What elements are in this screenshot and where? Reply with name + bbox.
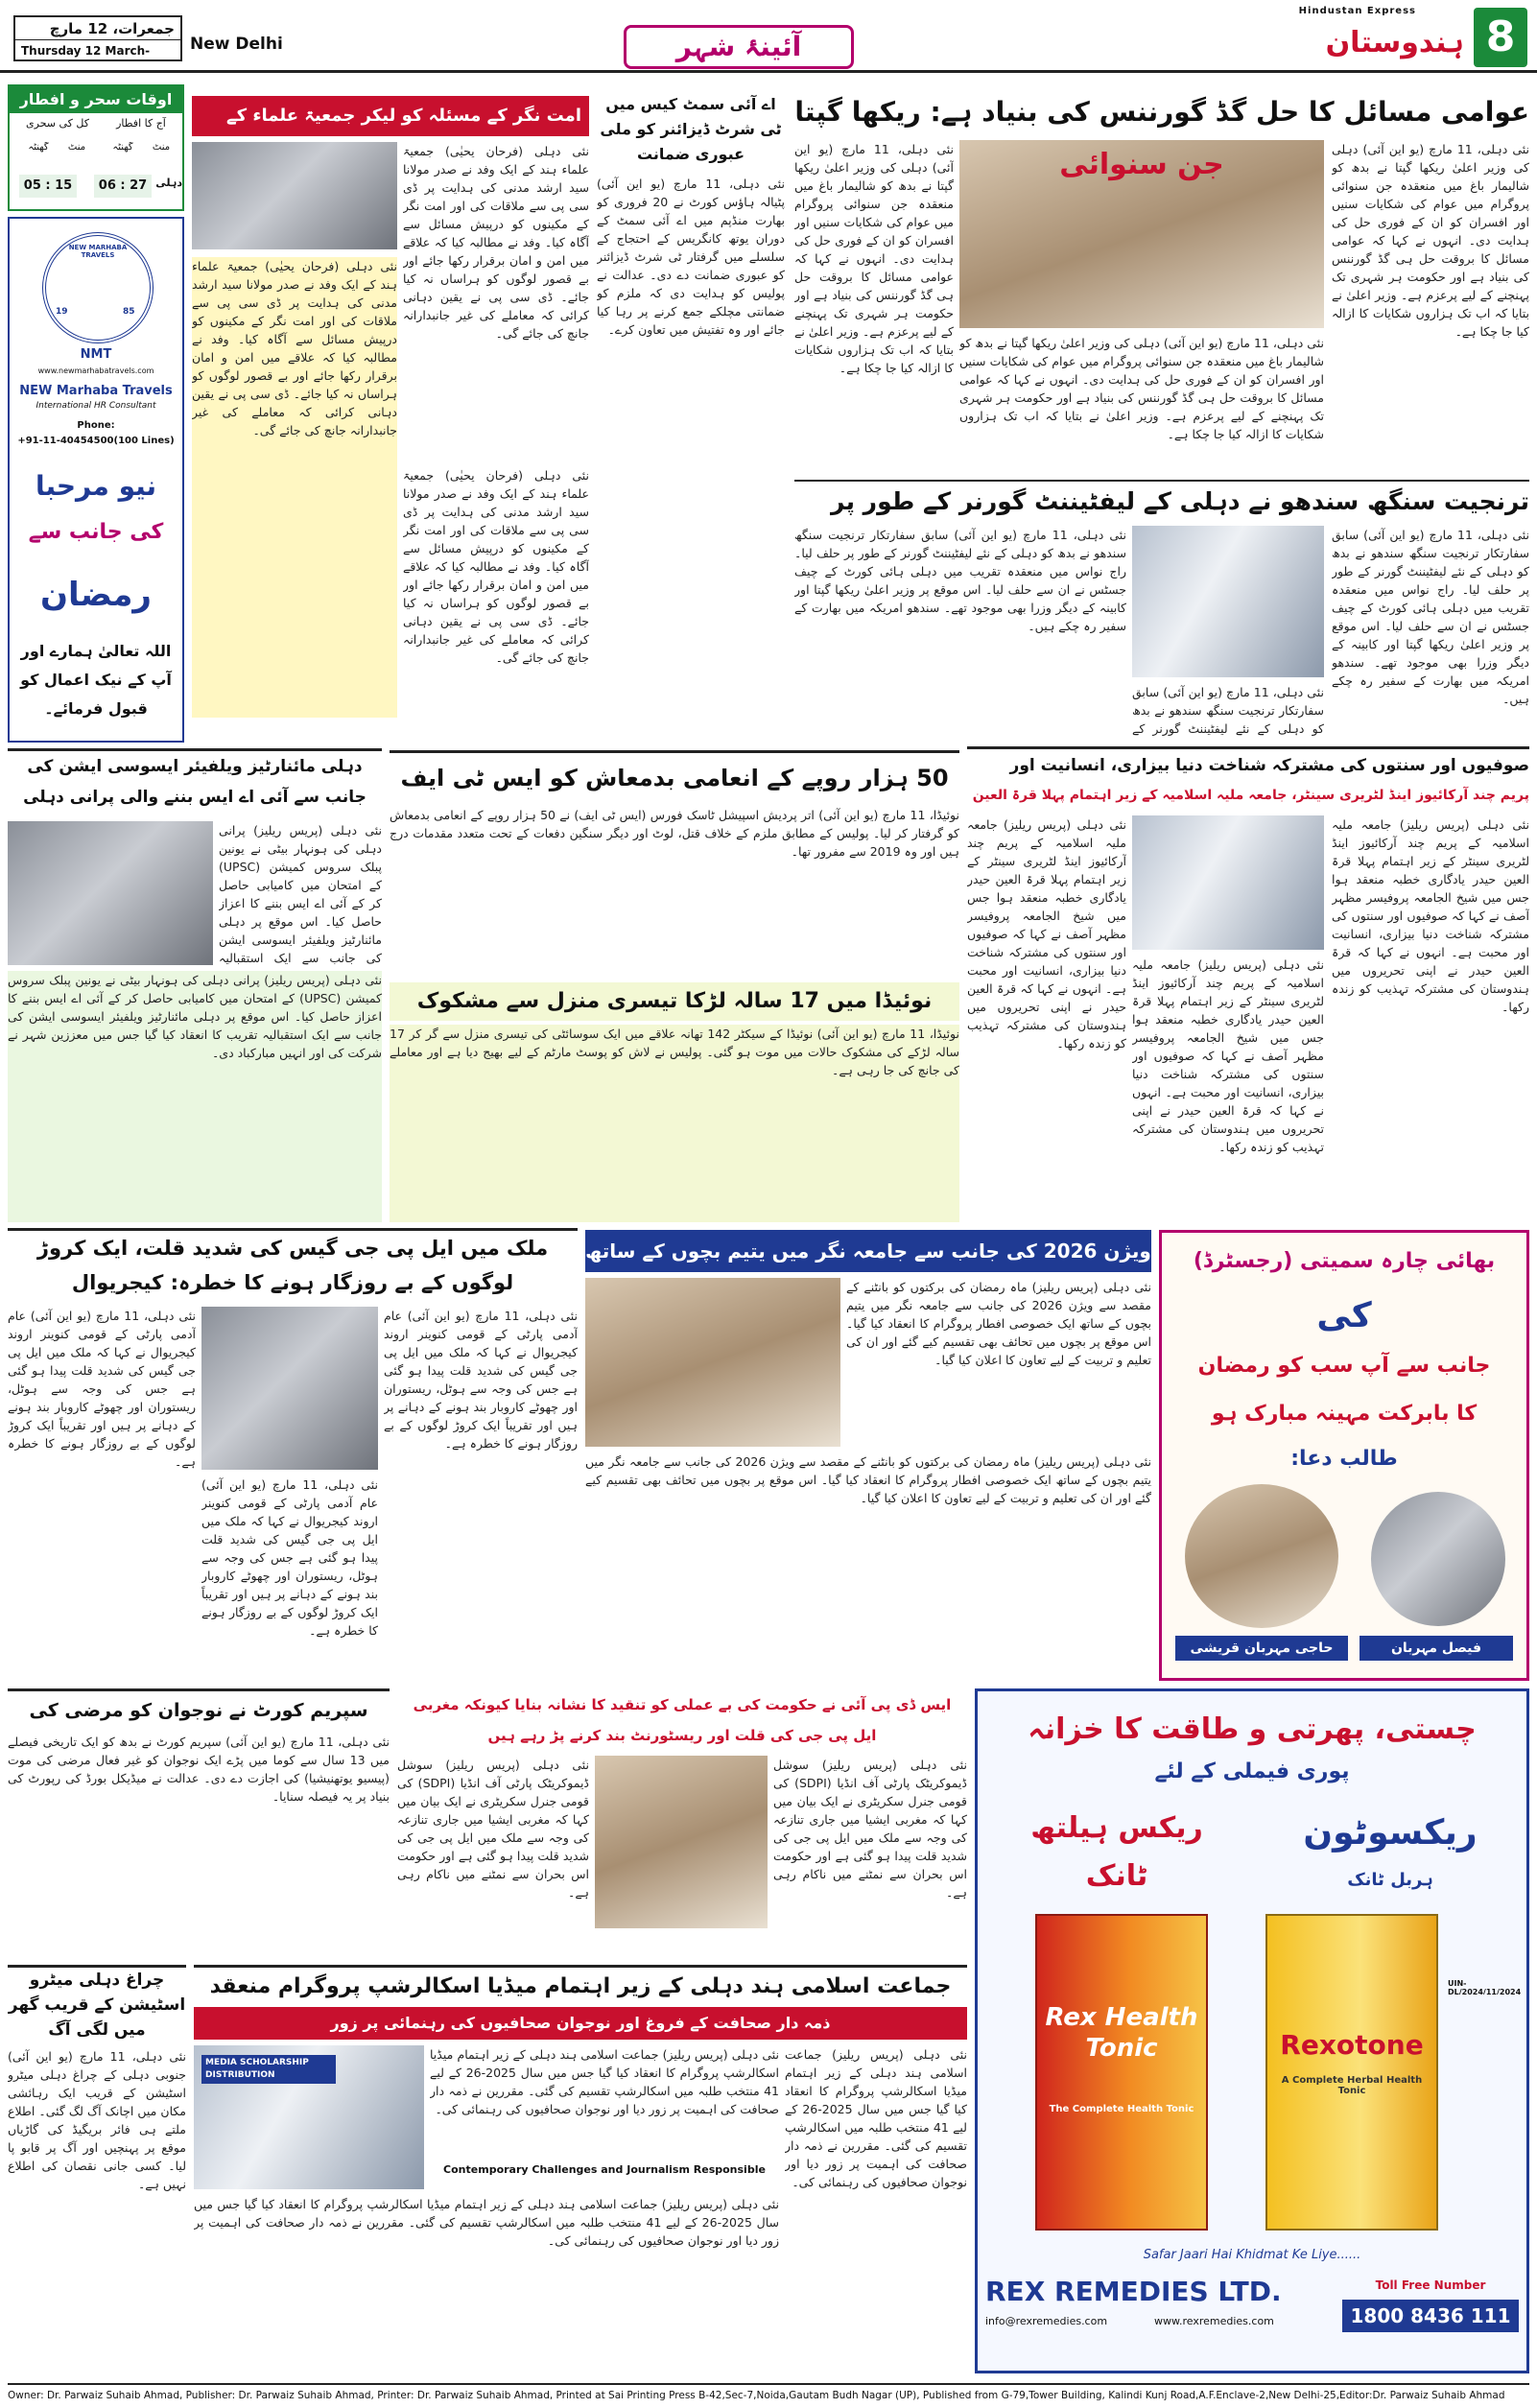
rex-website[interactable]: www.rexremedies.com <box>1154 2315 1274 2327</box>
marhaba-emblem <box>42 232 154 343</box>
rex-product-left: ریکس ہیلتھ ٹانک <box>1030 1811 1203 1893</box>
ramadan-title: اوقات سحر و افطار <box>10 86 182 113</box>
bhaichara-photo-1 <box>1185 1484 1338 1628</box>
city-label: New Delhi <box>190 35 283 54</box>
sandhu-photo <box>1132 526 1324 677</box>
logo-urdu: ہندوستان <box>1325 26 1464 59</box>
emblem-text: NEW MARHABA TRAVELS <box>68 244 128 257</box>
lpg-text-c: نئی دہلی، 11 مارچ (یو این آئی) عام آدمی پارٹی کے قومی کنوینر اروند کیجریوال نے کہا کہ ملک میں ایل پی جی گیس کی شدید قلت پیدا ہو گئی ہے جس کی وجہ سے ہوٹل، ریستوران اور چھوٹے کاروبار بند ہونے کے دہانے پر ہیں اور تقریباً ایک کروڑ لوگوں کے بے روزگار ہونے کا خطرہ ہے۔ <box>201 1477 378 1638</box>
sufi-text-b: نئی دہلی (پریس ریلیز) جامعہ ملیہ اسلامیہ کے پریم چند آرکائیوز اینڈ لٹریری سینٹر کے زیر اہتمام پہلا قرۃ العین حیدر یادگاری خطبہ منعقد ہوا جس میں شیخ الجامعہ پروفیسر مظہر آصف نے کہا کہ صوفیوں اور سنتوں کی مشترکہ شناخت دنیا بیزاری، انسانیت اور محبت ہے۔ انہوں نے کہا کہ قرۃ العین حیدر نے اپنی تحریروں میں ہندوستان کی مشترکہ تہذیب کو زندہ رکھا۔ <box>967 817 1126 1051</box>
jih-photo <box>194 2045 424 2189</box>
marhaba-urdu-greeting: رمضان <box>40 576 152 614</box>
rekha-text-b: نئی دہلی، 11 مارچ (یو این آئی) دہلی کی وزیر اعلیٰ ریکھا گپتا نے بدھ کو شالیمار باغ میں منعقدہ جن سنوائی پروگرام میں عوام کی شکایات سنیں اور افسران کو ان کے فوری حل کی ہدایت دی۔ انہوں نے کہا کہ عوامی مسائل کا بروقت حل ہی گڈ گورننس کی بنیاد ہے اور حکومت ہر شہری تک پہنچنے کے لیے پرعزم ہے۔ وزیر اعلیٰ نے بتایا کہ اب تک ہزاروں شکایات کا ازالہ کیا جا چکا ہے۔ <box>794 142 954 375</box>
sufi-subheadline: پریم چند آرکائیوز اینڈ لٹریری سینٹر، جامعہ ملیہ اسلامیہ کے زیر اہتمام پہلا قرۃ العین <box>972 788 1529 803</box>
ummat-text-c: نئی دہلی (فرحان یحیٰی) جمعیۃ علماء ہند کے ایک وفد نے صدر مولانا سید ارشد مدنی کی ہدایت پر ڈی سی پی سے ملاقات کی اور امت نگر کے مکینوں کو درپیش مسائل سے آگاہ کیا۔ وفد نے مطالبہ کیا کہ علاقے میں امن و امان برقرار رکھا جائے اور بے قصور لوگوں کو ہراساں نہ کیا جائے۔ ڈی سی پی نے یقین دہانی کرائی کہ معاملے کی غیر جانبدارانہ جانچ کی جائے گی۔ <box>403 468 589 665</box>
sdpi-headline: ایس ڈی پی آئی نے حکومت کی بے عملی کو تنقید کا نشانہ بنایا کیونکہ مغربی <box>413 1696 952 1713</box>
bhaichara-ad <box>1159 1230 1529 1681</box>
bhaichara-line1: کی <box>1316 1296 1372 1335</box>
vision-headline: ویژن 2026 کی جانب سے جامعہ نگر میں یتیم بچوں کے ساتھ <box>585 1230 1151 1272</box>
noida-text: نوئیڈا، 11 مارچ (یو این آئی) نوئیڈا کے سیکٹر 142 تھانہ علاقے میں ایک سوسائٹی کی تیسری منزل سے گر کر 17 سالہ لڑکے کی مشکوک حالات میں موت ہو گئی۔ پولیس نے لاش کو پوسٹ مارٹم کے لیے بھیج دیا ہے اور معاملے کی جانچ کی جا رہی ہے۔ <box>390 1025 959 1222</box>
sandhu-headline: ترنجیت سنگھ سندھو نے دہلی کے لیفٹیننٹ گورنر کے طور پر <box>794 480 1529 520</box>
rex-box-1-sub: The Complete Health Tonic <box>1049 2104 1194 2114</box>
lpg-text-a: نئی دہلی، 11 مارچ (یو این آئی) عام آدمی پارٹی کے قومی کنوینر اروند کیجریوال نے کہا کہ ملک میں ایل پی جی گیس کی شدید قلت پیدا ہو گئی ہے جس کی وجہ سے ہوٹل، ریستوران اور چھوٹے کاروبار بند ہونے کے دہانے پر ہیں اور تقریباً ایک کروڑ لوگوں کے بے روزگار ہونے کا خطرہ ہے۔ <box>384 1309 578 1451</box>
col-sehri-label: آج کا افطار <box>116 117 166 130</box>
rex-email[interactable]: info@rexremedies.com <box>985 2315 1108 2327</box>
rex-product-right: ریکسوٹون <box>1303 1813 1478 1853</box>
ias-headline: دہلی مائنارٹیز ویلفیئر ایسوسی ایشن کی جانب سے آئی اے ایس بننے والی پرانی دہلی <box>8 748 382 815</box>
rex-slogan: Safar Jaari Hai Khidmat Ke Liye...... <box>1143 2248 1361 2262</box>
masthead <box>0 0 1537 73</box>
page-number: 8 <box>1474 8 1527 67</box>
sehri-time: 05 : 15 <box>19 175 77 198</box>
sufi-photo <box>1132 815 1324 950</box>
phone-number[interactable]: +91-11-40454500(100 Lines) <box>17 436 175 446</box>
bail-headline: اے آئی سمٹ کیس میں ٹی شرٹ ڈیزائنر کو ملی عبوری ضمانت <box>600 95 782 163</box>
rekha-text-c: نئی دہلی، 11 مارچ (یو این آئی) دہلی کی وزیر اعلیٰ ریکھا گپتا نے بدھ کو شالیمار باغ میں منعقدہ جن سنوائی پروگرام میں عوام کی شکایات سنیں اور افسران کو ان کے فوری حل کی ہدایت دی۔ انہوں نے کہا کہ عوامی مسائل کا بروقت حل ہی گڈ گورننس کی بنیاد ہے اور حکومت ہر شہری تک پہنچنے کے لیے پرعزم ہے۔ وزیر اعلیٰ نے بتایا کہ اب تک ہزاروں شکایات کا ازالہ کیا جا چکا ہے۔ <box>959 336 1324 441</box>
bhaichara-line2: جانب سے آپ سب کو رمضان <box>1197 1354 1491 1378</box>
col-iftar-label: کل کی سحری <box>26 117 89 130</box>
arrest-headline: 50 ہزار روپے کے انعامی بدمعاش کو ایس ٹی ایف <box>390 750 959 800</box>
sdpi-headline-2: ایل پی جی کی قلت اور ریسٹورنٹ بند کرنے پڑ رہے ہیں <box>487 1727 877 1744</box>
ummat-text-b: نئی دہلی (فرحان یحیٰی) جمعیۃ علماء ہند کے ایک وفد نے صدر مولانا سید ارشد مدنی کی ہدایت پر ڈی سی پی سے ملاقات کی اور امت نگر کے مکینوں کو درپیش مسائل سے آگاہ کیا۔ وفد نے مطالبہ کیا کہ علاقے میں امن و امان برقرار رکھا جائے اور بے قصور لوگوں کو ہراساں نہ کیا جائے۔ ڈی سی پی نے یقین دہانی کرائی کہ معاملے کی غیر جانبدارانہ جانچ کی جائے گی۔ <box>192 257 397 718</box>
emblem-year-left: 19 <box>56 307 68 317</box>
date-urdu: جمعرات، 12 مارچ <box>15 17 180 40</box>
sdpi-photo <box>595 1756 768 1928</box>
vision-text-a: نئی دہلی (پریس ریلیز) ماہ رمضان کی برکتوں کو بانٹنے کے مقصد سے ویژن 2026 کی جانب سے جامعہ نگر میں یتیم بچوں کے ساتھ ایک خصوصی افطار پروگرام کا انعقاد کیا گیا۔ اس موقع پر بچوں میں تحائف بھی تقسیم کیے گئے اور ان کی تعلیم و تربیت کے لیے تعاون کا اعلان کیا گیا۔ <box>846 1280 1151 1367</box>
ummat-photo <box>192 142 397 249</box>
sandhu-text-c: نئی دہلی، 11 مارچ (یو این آئی) سابق سفارتکار ترنجیت سنگھ سندھو نے بدھ کو دہلی کے نئے لیفٹیننٹ گورنر کے <box>1132 685 1324 736</box>
jih-text-a: نئی دہلی (پریس ریلیز) جماعت اسلامی ہند دہلی کے زیر اہتمام میڈیا اسکالرشپ پروگرام کا انعقاد کیا گیا جس میں سال 2025-26 کے لیے 41 منتخب طلبہ میں اسکالرشپ تقسیم کی گئی۔ مقررین نے ذمہ دار صحافت کی اہمیت پر زور دیا اور نوجوان صحافیوں کی رہنمائی کی۔ <box>785 2047 967 2189</box>
iftar-time: 06 : 27 <box>94 175 152 198</box>
unit-1: منٹ <box>152 142 171 153</box>
sandhu-text-b: نئی دہلی، 11 مارچ (یو این آئی) سابق سفارتکار ترنجیت سنگھ سندھو نے بدھ کو دہلی کے نئے لیفٹیننٹ گورنر کے طور پر حلف لیا۔ راج نواس میں منعقدہ تقریب میں دہلی ہائی کورٹ کے چیف جسٹس نے ان سے حلف لیا۔ اس موقع پر وزیر اعلیٰ ریکھا گپتا اور کابینہ کے دیگر وزرا بھی موجود تھے۔ سندھو امریکہ میں بھارت کے سفیر رہ چکے ہیں۔ <box>794 528 1126 633</box>
ummat-text-a: نئی دہلی (فرحان یحیٰی) جمعیۃ علماء ہند کے ایک وفد نے صدر مولانا سید ارشد مدنی کی ہدایت پر ڈی سی پی سے ملاقات کی اور امت نگر کے مکینوں کو درپیش مسائل سے آگاہ کیا۔ وفد نے مطالبہ کیا کہ علاقے میں امن و امان برقرار رکھا جائے اور بے قصور لوگوں کو ہراساں نہ کیا جائے۔ ڈی سی پی نے یقین دہانی کرائی کہ معاملے کی غیر جانبدارانہ جانچ کی جائے گی۔ <box>403 144 589 341</box>
rex-box-2 <box>1265 1914 1438 2231</box>
sdpi-text-b: نئی دہلی (پریس ریلیز) سوشل ڈیموکریٹک پارٹی آف انڈیا (SDPI) کی قومی جنرل سکریٹری نے ایک بیان میں کہا کہ مغربی ایشیا میں جاری تنازعہ کی وجہ سے ملک میں ایل پی جی کی شدید قلت پیدا ہو گئی ہے اور حکومت اس بحران سے نمٹنے میں ناکام رہی ہے۔ <box>397 1758 589 1900</box>
rex-banner-sub: پوری فیملی کے لئے <box>1154 1759 1350 1783</box>
noida-headline: نوئیڈا میں 17 سالہ لڑکا تیسری منزل سے مشکوک <box>390 982 959 1021</box>
jih-subheadline: ذمہ دار صحافت کے فروغ اور نوجوان صحافیوں کی رہنمائی پر زور <box>194 2007 967 2040</box>
ias-photo <box>8 821 213 965</box>
sandhu-text-a: نئی دہلی، 11 مارچ (یو این آئی) سابق سفارتکار ترنجیت سنگھ سندھو نے بدھ کو دہلی کے نئے لیفٹیننٹ گورنر کے طور پر حلف لیا۔ راج نواس میں منعقدہ تقریب میں دہلی ہائی کورٹ کے چیف جسٹس نے ان سے حلف لیا۔ اس موقع پر وزیر اعلیٰ ریکھا گپتا اور کابینہ کے دیگر وزرا بھی موجود تھے۔ سندھو امریکہ میں بھارت کے سفیر رہ چکے ہیں۔ <box>1332 528 1529 706</box>
rex-box-1-name: Rex Health Tonic <box>1045 2003 1198 2063</box>
emblem-year-right: 85 <box>123 307 135 317</box>
marhaba-urdu-prayer: اللہ تعالیٰ ہمارے اور آپ کے نیک اعمال کو قبول فرمائے۔ <box>20 642 172 718</box>
rex-toll-number[interactable]: 1800 8436 111 <box>1342 2300 1519 2332</box>
arrest-text: نوئیڈا، 11 مارچ (یو این آئی) اتر پردیش اسپیشل ٹاسک فورس (ایس ٹی ایف) نے 50 ہزار روپے کے انعامی بدمعاش کو گرفتار کر لیا۔ پولیس کے مطابق ملزم کے خلاف قتل، لوٹ اور دیگر سنگین دفعات کے تحت متعدد مقدمات درج ہیں اور وہ 2019 سے مفرور تھا۔ <box>390 808 959 859</box>
sufi-text-c: نئی دہلی (پریس ریلیز) جامعہ ملیہ اسلامیہ کے پریم چند آرکائیوز اینڈ لٹریری سینٹر کے زیر اہتمام پہلا قرۃ العین حیدر یادگاری خطبہ منعقد ہوا جس میں شیخ الجامعہ پروفیسر مظہر آصف نے کہا کہ صوفیوں اور سنتوں کی مشترکہ شناخت دنیا بیزاری، انسانیت اور محبت ہے۔ انہوں نے کہا کہ قرۃ العین حیدر نے اپنی تحریروں میں ہندوستان کی مشترکہ تہذیب کو زندہ رکھا۔ <box>1132 957 1324 1154</box>
jih-text-c: نئی دہلی (پریس ریلیز) جماعت اسلامی ہند دہلی کے زیر اہتمام میڈیا اسکالرشپ پروگرام کا انعقاد کیا گیا جس میں سال 2025-26 کے لیے 41 منتخب طلبہ میں اسکالرشپ تقسیم کی گئی۔ مقررین نے ذمہ دار صحافت کی اہمیت پر زور دیا اور نوجوان صحافیوں کی رہنمائی کی۔ <box>194 2197 779 2248</box>
rex-company: REX REMEDIES LTD. <box>985 2276 1282 2307</box>
marhaba-tagline: International HR Consultant <box>35 401 156 411</box>
metro-text: نئی دہلی، 11 مارچ (یو این آئی) جنوبی دہلی کے چراغ دہلی میٹرو اسٹیشن کے قریب ایک رہائشی مکان میں اچانک آگ لگ گئی۔ اطلاع ملتے ہی فائر بریگیڈ کی گاڑیاں موقع پر پہنچیں اور آگ پر قابو پا لیا۔ کسی جانی نقصان کی اطلاع نہیں ہے۔ <box>8 2049 186 2191</box>
date-box <box>13 15 182 61</box>
bhaichara-line4: طالب دعا: <box>1290 1447 1398 1471</box>
logo-english: Hindustan Express <box>1298 6 1416 16</box>
rex-ad <box>975 1688 1529 2373</box>
metro-headline: چراغ دہلی میٹرو اسٹیشن کے قریب گھر میں لگی آگ <box>8 1965 186 2042</box>
lpg-photo <box>201 1307 378 1470</box>
rex-box-1 <box>1035 1914 1208 2231</box>
court-headline: سپریم کورٹ نے نوجوان کو مرضی کی <box>8 1688 390 1727</box>
vision-photo <box>585 1278 840 1447</box>
rex-box-2-name: Rexotone <box>1280 2029 1424 2061</box>
marhaba-name: NEW Marhaba Travels <box>19 384 173 398</box>
date-english: Thursday 12 March- <box>21 44 151 58</box>
unit-3: منٹ <box>67 142 86 153</box>
lpg-headline: ملک میں ایل پی جی گیس کی شدید قلت، ایک کروڑ لوگوں کے بے روزگار ہونے کا خطرہ: کیجریوال <box>8 1228 578 1301</box>
rex-box-2-sub: A Complete Herbal Health Tonic <box>1281 2075 1423 2094</box>
vision-text-b: نئی دہلی (پریس ریلیز) ماہ رمضان کی برکتوں کو بانٹنے کے مقصد سے ویژن 2026 کی جانب سے جامعہ نگر میں یتیم بچوں کے ساتھ ایک خصوصی افطار پروگرام کا انعقاد کیا گیا۔ اس موقع پر بچوں میں تحائف بھی تقسیم کیے گئے اور ان کی تعلیم و تربیت کے لیے تعاون کا اعلان کیا گیا۔ <box>585 1454 1151 1505</box>
rekha-text-a: نئی دہلی، 11 مارچ (یو این آئی) دہلی کی وزیر اعلیٰ ریکھا گپتا نے بدھ کو شالیمار باغ میں منعقدہ جن سنوائی پروگرام میں عوام کی شکایات سنیں اور افسران کو ان کے فوری حل کی ہدایت دی۔ انہوں نے کہا کہ عوامی مسائل کا بروقت حل ہی گڈ گورننس کی بنیاد ہے اور حکومت ہر شہری تک پہنچنے کے لیے پرعزم ہے۔ وزیر اعلیٰ نے بتایا کہ اب تک ہزاروں شکایات کا ازالہ کیا جا چکا ہے۔ <box>1332 142 1529 339</box>
ummat-headline: امت نگر کے مسئلہ کو لیکر جمعیۃ علماء کے <box>192 96 589 136</box>
unit-4: گھنٹہ <box>28 142 49 153</box>
bhaichara-person-2: فیصل مہربان <box>1360 1636 1513 1661</box>
marhaba-travels-ad <box>8 217 184 743</box>
marhaba-urdu-name: نیو مرحبا <box>35 470 157 502</box>
ramadan-timings-box <box>8 84 184 211</box>
rex-banner: چستی، پھرتی و طاقت کا خزانہ <box>1028 1712 1477 1746</box>
footer-imprint: Owner: Dr. Parwaiz Suhaib Ahmad, Publisher: Dr. Parwaiz Suhaib Ahmad, Printer: Dr. Parwaiz Suhaib Ahmad, Printed at Sai Printing Press B-42,Sec-7,Noida,Gautam Budh Nagar (UP), Published from G-79,Tower Building, Kalindi Kunj Road,A.F.Enclave-2,New Delhi-25,Editor:Dr. Parwaiz Suhaib Ahmad <box>8 2383 1529 2404</box>
phone-label: Phone: <box>77 420 115 431</box>
bhaichara-title: بھائی چارہ سمیتی (رجسٹرڈ) <box>1193 1249 1496 1273</box>
court-text: نئی دہلی، 11 مارچ (یو این آئی) سپریم کورٹ نے بدھ کو ایک تاریخی فیصلے میں 13 سال سے کوما میں پڑے ایک نوجوان کو غیر فعال مرضی کی موت (پیسیو یوتھنیشیا) کی اجازت دے دی۔ عدالت نے میڈیکل بورڈ کی رپورٹ کی بنیاد پر یہ فیصلہ سنایا۔ <box>8 1735 390 1804</box>
rex-reg-no: UIN-DL/2024/11/2024 <box>1448 1979 1522 1995</box>
unit-2: گھنٹہ <box>112 142 133 153</box>
jih-english-phrase: Contemporary Challenges and Journalism Responsible <box>443 2163 766 2176</box>
jih-photo-caption: MEDIA SCHOLARSHIP DISTRIBUTION <box>201 2055 336 2084</box>
emblem-code: NMT <box>80 347 112 362</box>
bail-text: نئی دہلی، 11 مارچ (یو این آئی) پٹیالہ ہاؤس کورٹ نے 20 فروری کو بھارت منڈپم میں اے آئی سمٹ کے دوران یوتھ کانگریس کے احتجاج کے سلسلے میں گرفتار ٹی شرٹ ڈیزائنر کو عبوری ضمانت دے دی۔ عدالت نے پولیس کو ہدایت دی کہ ملزم کو ضمانتی مچلکے جمع کرنے پر رہا کیا جائے اور وہ تفتیش میں تعاون کرے۔ <box>597 177 785 337</box>
bhaichara-line3: کا بابرکت مہینہ مبارک ہو <box>1211 1402 1478 1426</box>
jih-text-b: نئی دہلی (پریس ریلیز) جماعت اسلامی ہند دہلی کے زیر اہتمام میڈیا اسکالرشپ پروگرام کا انعقاد کیا گیا جس میں سال 2025-26 کے لیے 41 منتخب طلبہ میں اسکالرشپ تقسیم کی گئی۔ مقررین نے ذمہ دار صحافت کی اہمیت پر زور دیا اور نوجوان صحافیوں کی رہنمائی کی۔ <box>430 2047 779 2116</box>
sdpi-text-a: نئی دہلی (پریس ریلیز) سوشل ڈیموکریٹک پارٹی آف انڈیا (SDPI) کی قومی جنرل سکریٹری نے ایک بیان میں کہا کہ مغربی ایشیا میں جاری تنازعہ کی وجہ سے ملک میں ایل پی جی کی شدید قلت پیدا ہو گئی ہے اور حکومت اس بحران سے نمٹنے میں ناکام رہی ہے۔ <box>773 1758 967 1900</box>
city-delhi: دہلی <box>155 177 182 189</box>
rekha-photo-caption: جن سنوائی <box>1059 148 1224 181</box>
marhaba-url[interactable]: www.newmarhabatravels.com <box>37 366 154 375</box>
bhaichara-person-1: حاجی مہربان قریشی <box>1175 1636 1348 1661</box>
rex-toll-label: Toll Free Number <box>1375 2278 1486 2292</box>
sufi-headline: صوفیوں اور سنتوں کی مشترکہ شناخت دنیا بیزاری، انسانیت اور <box>967 746 1529 779</box>
ias-text-a: نئی دہلی (پریس ریلیز) پرانی دہلی کی ہونہار بیٹی نے یونین پبلک سروس کمیشن (UPSC) کے امتحان میں کامیابی حاصل کر کے آئی اے ایس بننے کا اعزاز حاصل کیا۔ اس موقع پر دہلی مائنارٹیز ویلفیئر ایسوسی ایشن کی جانب سے ایک استقبالیہ <box>219 823 382 965</box>
rekha-photo <box>959 140 1324 328</box>
rekha-headline: عوامی مسائل کا حل گڈ گورننس کی بنیاد ہے: ریکھا گپتا <box>794 96 1529 128</box>
jih-headline: جماعت اسلامی ہند دہلی کے زیر اہتمام میڈیا اسکالرشپ پروگرام منعقد <box>194 1965 967 2003</box>
ias-text-b: نئی دہلی (پریس ریلیز) پرانی دہلی کی ہونہار بیٹی نے یونین پبلک سروس کمیشن (UPSC) کے امتحان میں کامیابی حاصل کر کے آئی اے ایس بننے کا اعزاز حاصل کیا۔ اس موقع پر دہلی مائنارٹیز ویلفیئر ایسوسی ایشن کی جانب سے ایک استقبالیہ تقریب کا انعقاد کیا گیا جس میں معززین شہر نے شرکت کی اور انہیں مبارکباد دی۔ <box>8 971 382 1222</box>
section-title: آئینۂ شہر <box>624 25 854 69</box>
lpg-text-b: نئی دہلی، 11 مارچ (یو این آئی) عام آدمی پارٹی کے قومی کنوینر اروند کیجریوال نے کہا کہ ملک میں ایل پی جی گیس کی شدید قلت پیدا ہو گئی ہے جس کی وجہ سے ہوٹل، ریستوران اور چھوٹے کاروبار بند ہونے کے دہانے پر ہیں اور تقریباً ایک کروڑ لوگوں کے بے روزگار ہونے کا خطرہ ہے۔ <box>8 1309 196 1469</box>
sufi-text-a: نئی دہلی (پریس ریلیز) جامعہ ملیہ اسلامیہ کے پریم چند آرکائیوز اینڈ لٹریری سینٹر کے زیر اہتمام پہلا قرۃ العین حیدر یادگاری خطبہ منعقد ہوا جس میں شیخ الجامعہ پروفیسر مظہر آصف نے کہا کہ صوفیوں اور سنتوں کی مشترکہ شناخت دنیا بیزاری، انسانیت اور محبت ہے۔ انہوں نے کہا کہ قرۃ العین حیدر نے اپنی تحریروں میں ہندوستان کی مشترکہ تہذیب کو زندہ رکھا۔ <box>1332 817 1529 1014</box>
rex-product-right-sub: ہربل ٹانک <box>1347 1870 1433 1890</box>
marhaba-urdu-from: کی جانب سے <box>28 520 164 544</box>
bhaichara-photo-2 <box>1371 1492 1505 1626</box>
